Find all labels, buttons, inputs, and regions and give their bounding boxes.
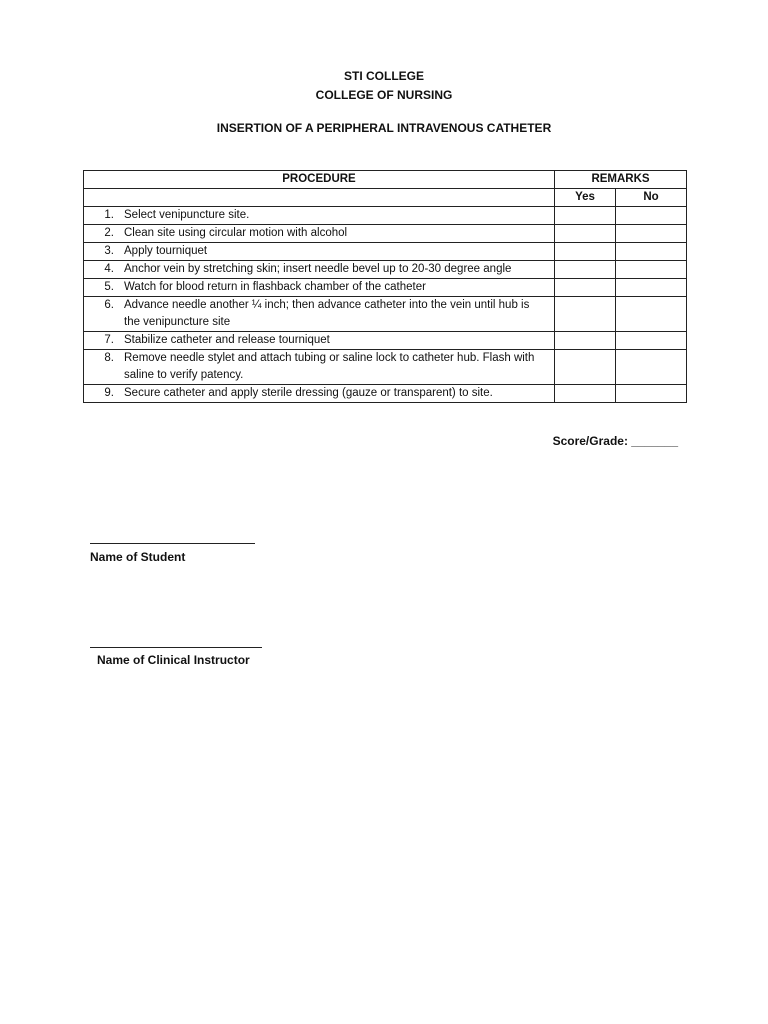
yes-remark-cell[interactable] bbox=[555, 297, 616, 332]
table-row bbox=[84, 332, 687, 350]
step-number: 3. bbox=[104, 245, 114, 257]
table-row bbox=[84, 279, 687, 297]
table-row bbox=[84, 225, 687, 243]
no-remark-cell[interactable] bbox=[616, 207, 687, 225]
step-number: 7. bbox=[104, 334, 114, 346]
institution-name: STI COLLEGE bbox=[343, 69, 424, 83]
step-text: Anchor vein by stretching skin; insert needle bevel up to 20-30 degree angle bbox=[124, 263, 512, 275]
yes-remark-cell[interactable] bbox=[555, 243, 616, 261]
procedure-header: PROCEDURE bbox=[84, 171, 555, 189]
no-remark-cell[interactable] bbox=[616, 350, 687, 385]
step-text: Select venipuncture site. bbox=[124, 209, 250, 221]
no-header: No bbox=[616, 189, 687, 207]
step-number: 1. bbox=[104, 209, 114, 221]
document-title: INSERTION OF A PERIPHERAL INTRAVENOUS CATHETER bbox=[216, 121, 552, 135]
step-text: Stabilize catheter and release tourniquet bbox=[124, 334, 330, 346]
step-text: Secure catheter and apply sterile dressing (gauze or transparent) to site. bbox=[124, 387, 493, 399]
step-text: Remove needle stylet and attach tubing or saline lock to catheter hub. Flash with saline to verify patency. bbox=[124, 352, 535, 381]
table-row bbox=[84, 207, 687, 225]
table-row bbox=[84, 297, 687, 332]
step-number: 9. bbox=[104, 387, 114, 399]
no-remark-cell[interactable] bbox=[616, 332, 687, 350]
table-row bbox=[84, 261, 687, 279]
no-remark-cell[interactable] bbox=[616, 385, 687, 403]
table-row bbox=[84, 385, 687, 403]
instructor-name-label: Name of Clinical Instructor bbox=[97, 653, 250, 667]
procedure-checklist-table bbox=[83, 170, 687, 403]
yes-remark-cell[interactable] bbox=[555, 207, 616, 225]
procedure-subheader-blank bbox=[84, 189, 555, 207]
yes-remark-cell[interactable] bbox=[555, 385, 616, 403]
step-text: Apply tourniquet bbox=[124, 245, 208, 257]
table-row bbox=[84, 243, 687, 261]
step-number: 2. bbox=[104, 227, 114, 239]
no-remark-cell[interactable] bbox=[616, 297, 687, 332]
student-signature-line bbox=[90, 543, 255, 544]
no-remark-cell[interactable] bbox=[616, 225, 687, 243]
table-subheader-row bbox=[84, 189, 687, 207]
instructor-signature-line bbox=[90, 647, 262, 648]
yes-header: Yes bbox=[555, 189, 616, 207]
step-number: 5. bbox=[104, 281, 114, 293]
step-number: 6. bbox=[104, 299, 114, 311]
yes-remark-cell[interactable] bbox=[555, 332, 616, 350]
no-remark-cell[interactable] bbox=[616, 261, 687, 279]
table-header-row bbox=[84, 171, 687, 189]
score-grade-label: Score/Grade: _______ bbox=[552, 434, 678, 448]
step-text: Advance needle another ¼ inch; then advance catheter into the vein until hub is the venipuncture site bbox=[124, 299, 530, 328]
yes-remark-cell[interactable] bbox=[555, 225, 616, 243]
yes-remark-cell[interactable] bbox=[555, 279, 616, 297]
step-number: 4. bbox=[104, 263, 114, 275]
student-name-label: Name of Student bbox=[90, 550, 186, 564]
no-remark-cell[interactable] bbox=[616, 243, 687, 261]
department-name: COLLEGE OF NURSING bbox=[315, 88, 453, 102]
yes-remark-cell[interactable] bbox=[555, 350, 616, 385]
no-remark-cell[interactable] bbox=[616, 279, 687, 297]
table-row bbox=[84, 350, 687, 385]
step-number: 8. bbox=[104, 352, 114, 364]
step-text: Watch for blood return in flashback chamber of the catheter bbox=[124, 281, 426, 293]
yes-remark-cell[interactable] bbox=[555, 261, 616, 279]
step-text: Clean site using circular motion with alcohol bbox=[124, 227, 348, 239]
remarks-header: REMARKS bbox=[555, 171, 687, 189]
